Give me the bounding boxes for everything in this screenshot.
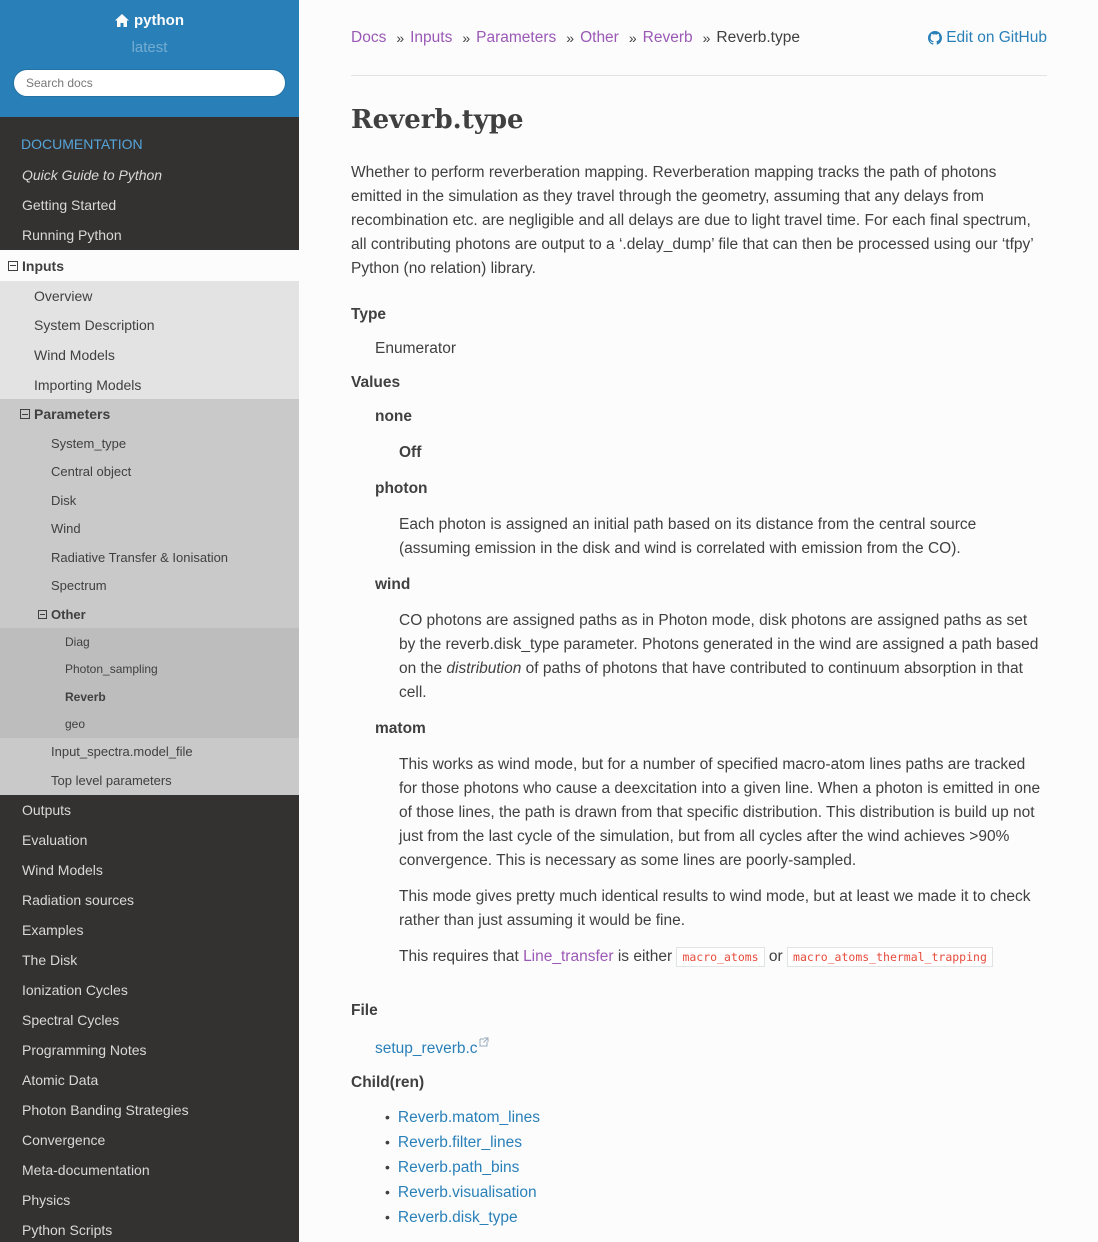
collapse-icon[interactable]	[8, 261, 18, 271]
breadcrumb-separator: »	[566, 29, 575, 46]
type-value: Enumerator	[375, 340, 456, 357]
nav-item-system-type[interactable]: System_type	[0, 429, 299, 458]
breadcrumb-inputs[interactable]: Inputs	[410, 28, 453, 46]
breadcrumb-separator: »	[396, 29, 405, 46]
line-transfer-link[interactable]: Line_transfer	[523, 948, 614, 965]
code-macro-atoms-thermal-trapping: macro_atoms_thermal_trapping	[787, 947, 993, 967]
nav-item-inputs[interactable]: Inputs	[0, 250, 299, 281]
file-value	[375, 1037, 1047, 1061]
nav-item-convergence[interactable]: Convergence	[22, 1131, 106, 1148]
project-name: python	[134, 12, 184, 29]
nav-item-importing-models[interactable]: Importing Models	[0, 370, 299, 400]
nav-item-python-scripts[interactable]: Python Scripts	[22, 1221, 113, 1238]
nav-item-the-disk[interactable]: The Disk	[22, 951, 78, 968]
nav-item-radiation-sources[interactable]: Radiation sources	[22, 891, 135, 908]
home-icon	[115, 14, 129, 27]
matom-paragraph-1: This works as wind mode, but for a number of specified macro-atom lines paths are tracked for those photons who cause a deexcitation into a given line. When a photon is emitted in one of those lines, the path is drawn from that specific distribution. This distribution is build up not just from the last cycle of the simulation, but from all cycles after the wind achieves >90% convergence. This is necessary as some lines are poorly-sampled.	[399, 756, 1041, 869]
breadcrumb-docs[interactable]: Docs	[351, 28, 387, 46]
value-wind: wind	[375, 576, 411, 593]
file-heading: File	[351, 1002, 378, 1019]
nav-item-physics[interactable]: Physics	[22, 1191, 71, 1208]
value-photon: photon	[375, 480, 428, 497]
value-matom-desc	[399, 753, 1047, 969]
type-heading: Type	[351, 306, 387, 323]
child-link-visualisation[interactable]: • Reverb.visualisation	[397, 1184, 537, 1201]
sidebar	[0, 0, 299, 1242]
search-input[interactable]	[13, 69, 286, 97]
list-item	[385, 1180, 1047, 1205]
breadcrumb-separator: »	[628, 29, 637, 46]
nav-item-meta-documentation[interactable]: Meta-documentation	[22, 1161, 150, 1178]
edit-on-github-link[interactable]: Edit on GitHub	[928, 29, 1047, 47]
child-link-filter-lines[interactable]: • Reverb.filter_lines	[397, 1134, 522, 1151]
value-wind-desc: CO photons are assigned paths as in Photon mode, disk photons are assigned paths as set by the reverb.disk_type parameter. Photons generated in the wind are assigned a path based on the distribution of paths of photons that have contributed to continuum absorption in that cell.	[399, 612, 1039, 701]
value-none: none	[375, 408, 413, 425]
nav-item-running-python[interactable]: Running Python	[22, 227, 122, 243]
breadcrumb-parameters[interactable]: Parameters	[476, 28, 557, 46]
child-link-path-bins[interactable]: • Reverb.path_bins	[397, 1159, 520, 1176]
nav-item-ionization-cycles[interactable]: Ionization Cycles	[22, 981, 128, 998]
child-link-matom-lines[interactable]: • Reverb.matom_lines	[397, 1109, 541, 1126]
breadcrumb-separator: »	[462, 29, 471, 46]
sidebar-header	[0, 0, 299, 117]
children-list	[351, 1105, 1047, 1230]
nav-item-reverb[interactable]: Reverb	[0, 683, 299, 710]
external-link-icon	[479, 1037, 489, 1047]
parameter-definition	[351, 303, 1047, 1230]
nav-item-photon-banding[interactable]: Photon Banding Strategies	[22, 1101, 189, 1118]
page-title: Reverb.type	[351, 105, 524, 135]
nav-caption: DOCUMENTATION	[21, 136, 143, 152]
main-content	[351, 0, 1047, 1230]
nav-item-outputs[interactable]: Outputs	[22, 801, 72, 818]
breadcrumb	[351, 0, 1047, 76]
nav-item-disk[interactable]: Disk	[0, 486, 299, 515]
nav-item-photon-sampling[interactable]: Photon_sampling	[0, 656, 299, 683]
nav-item-examples[interactable]: Examples	[22, 921, 84, 938]
source-file-link[interactable]: setup_reverb.c	[375, 1040, 489, 1057]
nav-item-wind-models-inputs[interactable]: Wind Models	[0, 340, 299, 370]
sidebar-nav	[0, 130, 299, 1242]
nav-item-input-spectra[interactable]: Input_spectra.model_file	[0, 738, 299, 767]
collapse-icon[interactable]	[20, 409, 30, 419]
github-icon	[928, 31, 942, 45]
nav-item-other[interactable]: Other	[0, 600, 299, 629]
nav-item-atomic-data[interactable]: Atomic Data	[22, 1071, 99, 1088]
children-heading: Child(ren)	[351, 1074, 425, 1091]
nav-item-spectrum[interactable]: Spectrum	[0, 571, 299, 600]
list-item	[385, 1105, 1047, 1130]
list-item	[385, 1130, 1047, 1155]
nav-item-getting-started[interactable]: Getting Started	[22, 197, 117, 213]
intro-paragraph: Whether to perform reverberation mapping. Reverberation mapping tracks the path of photons emitted in the simulation as they travel through the geometry, assuming that any delays from recombination etc. are negligible and all delays are due to light travel time. For each final spectrum, all contributing photons are output to a ‘.delay_dump’ file that can then be processed using our ‘tfpy’ Python (no relation) library.	[351, 164, 1034, 277]
matom-paragraph-3: This requires that Line_transfer is either macro_atoms or macro_atoms_thermal_trapping	[399, 945, 1047, 969]
list-item	[385, 1205, 1047, 1230]
nav-item-system-description[interactable]: System Description	[0, 311, 299, 341]
nav-item-wind[interactable]: Wind	[0, 514, 299, 543]
nav-item-quick-guide[interactable]: Quick Guide to Python	[22, 167, 163, 183]
list-item	[385, 1155, 1047, 1180]
values-list	[351, 405, 1047, 969]
nav-item-spectral-cycles[interactable]: Spectral Cycles	[22, 1011, 120, 1028]
code-macro-atoms: macro_atoms	[676, 947, 764, 967]
nav-item-evaluation[interactable]: Evaluation	[22, 831, 88, 848]
child-link-disk-type[interactable]: • Reverb.disk_type	[397, 1209, 518, 1226]
value-photon-desc: Each photon is assigned an initial path based on its distance from the central source (assuming emission in the disk and wind is correlated with emission from the CO).	[399, 516, 977, 557]
collapse-icon[interactable]	[38, 610, 47, 619]
nav-item-parameters[interactable]: Parameters	[0, 399, 299, 429]
breadcrumb-current: Reverb.type	[716, 28, 800, 46]
nav-item-geo[interactable]: geo	[0, 710, 299, 737]
nav-item-wind-models[interactable]: Wind Models	[22, 861, 103, 878]
matom-paragraph-2: This mode gives pretty much identical results to wind mode, but at least we made it to check rather than just assuming it would be fine.	[399, 888, 1031, 929]
home-link[interactable]	[115, 12, 184, 29]
values-heading: Values	[351, 374, 401, 391]
nav-item-programming-notes[interactable]: Programming Notes	[22, 1041, 147, 1058]
nav-item-radiative-transfer[interactable]: Radiative Transfer & Ionisation	[0, 543, 299, 572]
version-label: latest	[131, 39, 168, 56]
breadcrumb-other[interactable]: Other	[580, 28, 619, 46]
nav-item-overview[interactable]: Overview	[0, 281, 299, 311]
nav-item-diag[interactable]: Diag	[0, 628, 299, 655]
nav-item-central-object[interactable]: Central object	[0, 457, 299, 486]
value-none-desc: Off	[399, 444, 422, 461]
breadcrumb-separator: »	[702, 29, 711, 46]
nav-item-top-level-parameters[interactable]: Top level parameters	[0, 766, 299, 795]
value-matom: matom	[375, 720, 426, 737]
breadcrumb-reverb[interactable]: Reverb	[642, 28, 693, 46]
